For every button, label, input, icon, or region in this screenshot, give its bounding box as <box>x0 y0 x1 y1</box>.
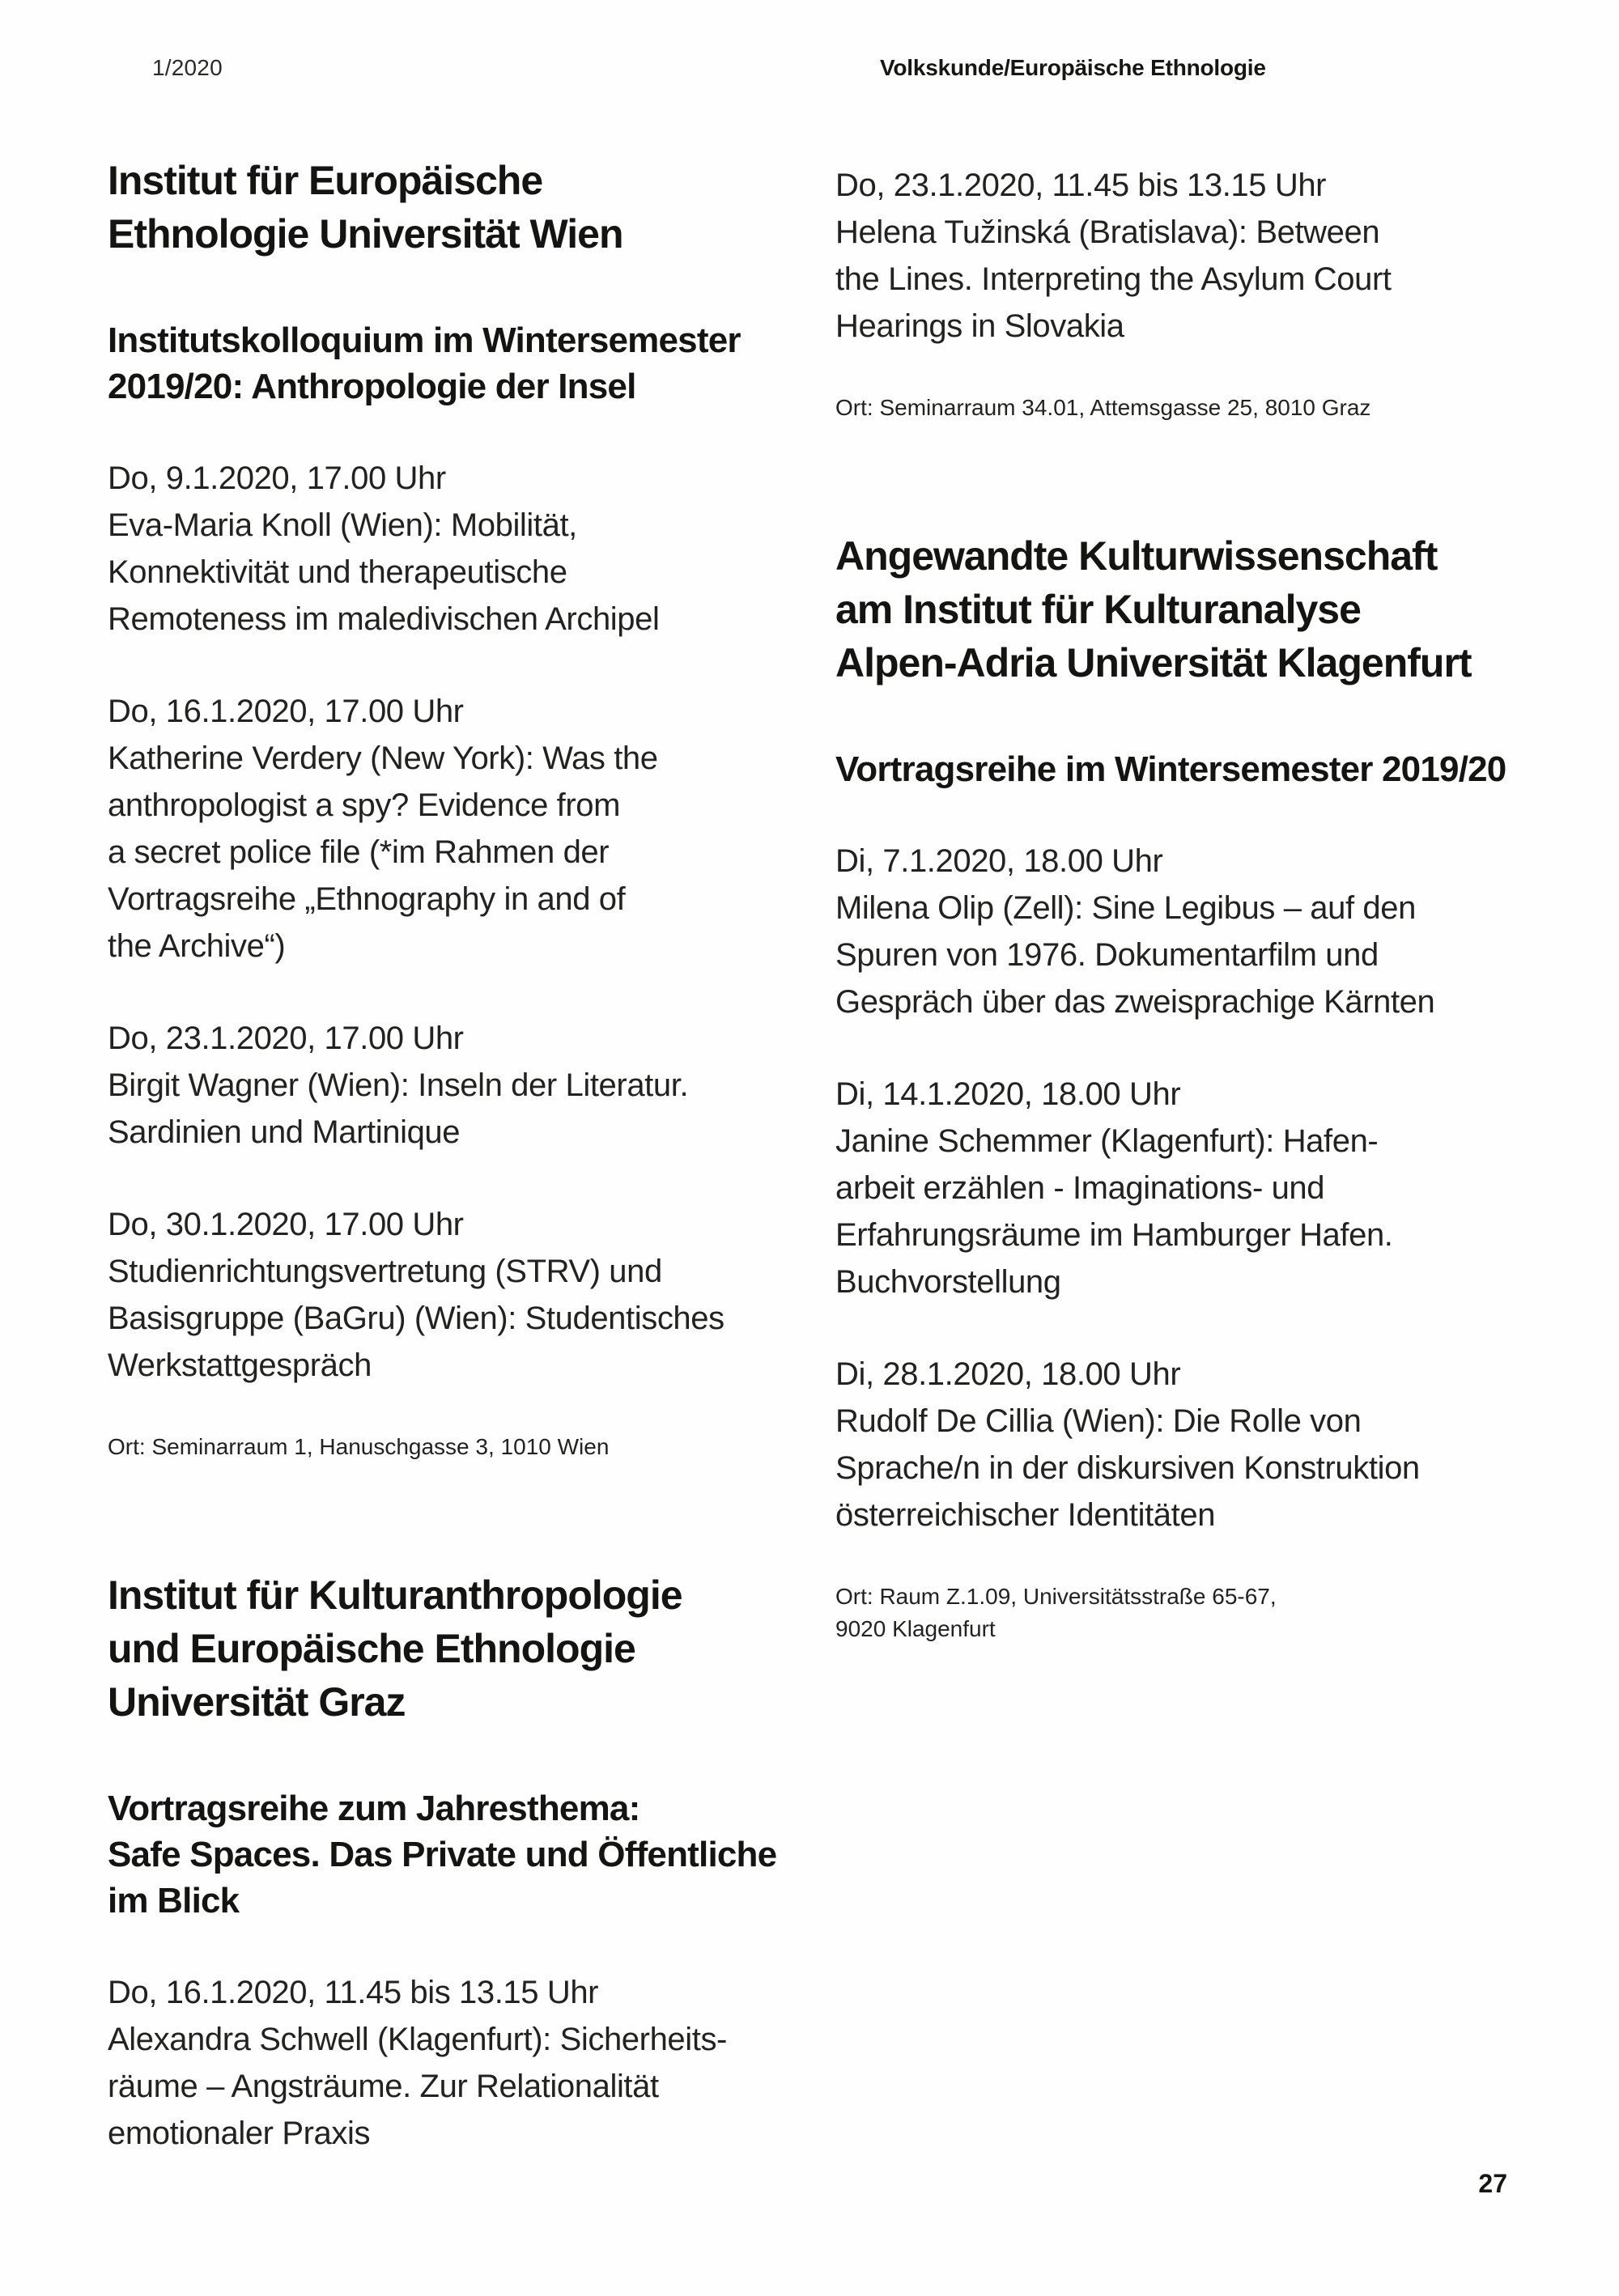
text-line: Ort: Seminarraum 1, Hanuschgasse 3, 1010 Wien <box>108 1434 610 1459</box>
venue-note <box>835 392 1604 424</box>
text-line: Di, 7.1.2020, 18.00 Uhr <box>835 843 1163 879</box>
page-header <box>0 53 1619 86</box>
text-line: Di, 28.1.2020, 18.00 Uhr <box>835 1356 1181 1392</box>
text-line: Sprache/n in der diskursiven Konstruktion <box>835 1450 1420 1486</box>
text-line: 2019/20: Anthropologie der Insel <box>108 367 636 406</box>
text-line: Safe Spaces. Das Private und Öffentliche <box>108 1835 777 1874</box>
text-line: 9020 Klagenfurt <box>835 1616 996 1641</box>
text-line: Do, 23.1.2020, 17.00 Uhr <box>108 1021 464 1056</box>
text-line: Do, 30.1.2020, 17.00 Uhr <box>108 1207 464 1242</box>
text-line: Helena Tužinská (Bratislava): Between <box>835 214 1380 250</box>
text-line: Di, 14.1.2020, 18.00 Uhr <box>835 1076 1181 1112</box>
page-number: 27 <box>1478 2169 1507 2198</box>
text-line: Institutskolloquium im Wintersemester <box>108 320 741 360</box>
text-line: Ort: Seminarraum 34.01, Attemsgasse 25, 8010 Graz <box>835 395 1371 420</box>
text-line: Remoteness im maledivischen Archipel <box>108 601 660 637</box>
text-line: Hearings in Slovakia <box>835 308 1124 344</box>
text-line: Ort: Raum Z.1.09, Universitätsstraße 65-67, <box>835 1584 1277 1609</box>
lecture-series-heading <box>108 317 804 410</box>
text-line: emotionaler Praxis <box>108 2116 371 2151</box>
text-line: Angewandte Kulturwissenschaft <box>835 533 1438 579</box>
text-line: Katherine Verdery (New York): Was the <box>108 741 658 776</box>
text-line: Vortragsreihe im Wintersemester 2019/20 <box>835 749 1506 789</box>
issue-number: 1/2020 <box>152 55 223 80</box>
text-line: a secret police file (*im Rahmen der <box>108 834 610 870</box>
text-line: Rudolf De Cillia (Wien): Die Rolle von <box>835 1403 1362 1439</box>
text-line: Milena Olip (Zell): Sine Legibus – auf den <box>835 890 1416 926</box>
text-line: Universität Graz <box>108 1679 406 1725</box>
text-line: räume – Angsträume. Zur Relationalität <box>108 2069 659 2104</box>
lecture-series-heading <box>835 746 1604 792</box>
text-line: Janine Schemmer (Klagenfurt): Hafen- <box>835 1123 1379 1159</box>
text-line: Do, 16.1.2020, 11.45 bis 13.15 Uhr <box>108 1975 599 2010</box>
text-line: im Blick <box>108 1881 240 1920</box>
text-line: Birgit Wagner (Wien): Inseln der Literatur. <box>108 1067 689 1103</box>
event-item <box>108 455 804 643</box>
institute-heading <box>835 529 1604 690</box>
text-line: Studienrichtungsvertretung (STRV) und <box>108 1254 662 1289</box>
journal-title: Volkskunde/Europäische Ethnologie <box>880 55 1266 80</box>
event-item <box>835 1351 1604 1538</box>
text-line: Erfahrungsräume im Hamburger Hafen. <box>835 1217 1393 1253</box>
event-item <box>835 838 1604 1025</box>
text-line: Do, 16.1.2020, 17.00 Uhr <box>108 694 464 729</box>
text-line: Do, 23.1.2020, 11.45 bis 13.15 Uhr <box>835 168 1327 203</box>
text-line: Do, 9.1.2020, 17.00 Uhr <box>108 460 446 496</box>
text-line: the Lines. Interpreting the Asylum Court <box>835 261 1392 297</box>
event-item <box>835 162 1604 350</box>
text-line: Institut für Europäische <box>108 158 543 203</box>
text-line: Gespräch über das zweisprachige Kärnten <box>835 984 1435 1020</box>
event-item <box>108 1015 804 1156</box>
venue-note <box>835 1581 1604 1645</box>
text-line: Alexandra Schwell (Klagenfurt): Sicherheits- <box>108 2022 727 2057</box>
text-line: Buchvorstellung <box>835 1264 1061 1300</box>
event-item <box>835 1071 1604 1305</box>
venue-note <box>108 1431 804 1463</box>
event-item <box>108 1201 804 1389</box>
text-line: arbeit erzählen - Imaginations- und <box>835 1170 1325 1206</box>
text-line: Sardinien und Martinique <box>108 1114 461 1150</box>
text-line: Institut für Kulturanthropologie <box>108 1572 682 1618</box>
event-item <box>108 688 804 970</box>
text-line: anthropologist a spy? Evidence from <box>108 787 621 823</box>
institute-heading <box>108 1568 804 1729</box>
text-line: Ethnologie Universität Wien <box>108 211 623 257</box>
column-right <box>835 162 1604 1645</box>
text-line: the Archive“) <box>108 928 286 964</box>
text-line: Eva-Maria Knoll (Wien): Mobilität, <box>108 507 577 543</box>
text-line: österreichischer Identitäten <box>835 1497 1216 1533</box>
text-line: Alpen-Adria Universität Klagenfurt <box>835 640 1472 685</box>
text-line: Basisgruppe (BaGru) (Wien): Studentisches <box>108 1301 725 1336</box>
institute-heading <box>108 154 804 261</box>
text-line: Konnektivität und therapeutische <box>108 554 567 590</box>
event-item <box>108 1969 804 2157</box>
text-line: Vortragsreihe zum Jahresthema: <box>108 1789 640 1828</box>
text-line: Vortragsreihe „Ethnography in and of <box>108 881 626 917</box>
text-line: am Institut für Kulturanalyse <box>835 587 1361 632</box>
text-line: Spuren von 1976. Dokumentarfilm und <box>835 937 1379 973</box>
lecture-series-heading <box>108 1785 804 1924</box>
text-line: und Europäische Ethnologie <box>108 1626 635 1671</box>
text-line: Werkstattgespräch <box>108 1347 372 1383</box>
column-left <box>108 154 804 2157</box>
